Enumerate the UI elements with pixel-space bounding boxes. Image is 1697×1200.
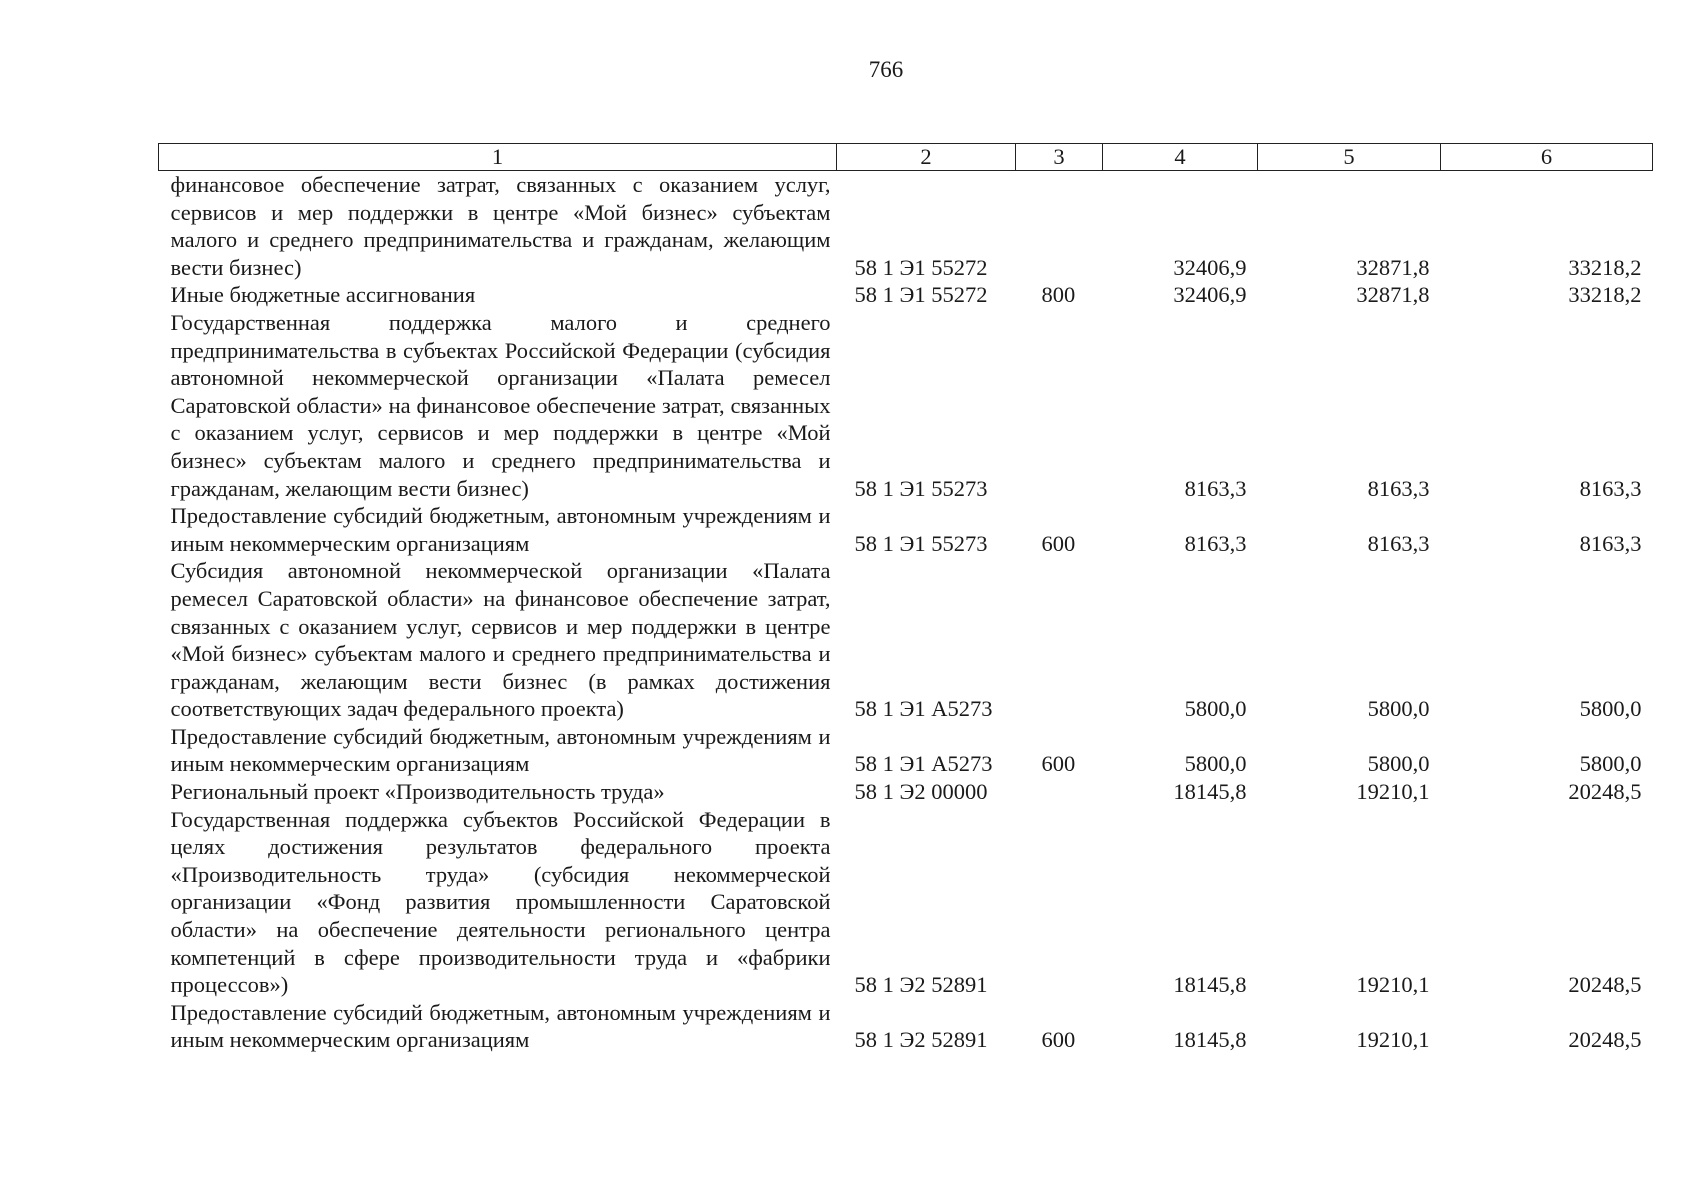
row-code-cell: 58 1 Э1 55273	[854, 475, 988, 501]
row-value-year1-cell: 8163,3	[1184, 530, 1247, 556]
row-value-year2-cell: 32871,8	[1356, 254, 1430, 280]
row-expense-type-cell: 800	[1041, 282, 1076, 308]
row-value-year3-cell: 8163,3	[1579, 475, 1642, 501]
column-header-2: 2	[837, 144, 1016, 171]
row-value-year1-cell: 32406,9	[1173, 282, 1247, 308]
table-row	[159, 309, 1653, 502]
table-row	[159, 778, 1653, 806]
row-name-cell: Предоставление субсидий бюджетным, автономным учреждениям и иным некоммерческим организациям	[170, 999, 831, 1053]
row-code-cell: 58 1 Э2 52891	[854, 972, 988, 998]
table-row	[159, 281, 1653, 309]
row-value-year2-cell: 5800,0	[1367, 696, 1430, 722]
row-name-cell: Государственная поддержка малого и среднего предпринимательства в субъектах Российской Федерации (субсидия автономной некоммерческой организации «Палата ремесел Саратовской области» на финансовое обеспечение затрат, связанных с оказанием услуг, сервисов и мер поддержки в центре «Мой бизнес» субъектам малого и среднего предпринимательства и гражданам, желающим вести бизнес)	[170, 309, 831, 501]
table-row	[159, 171, 1653, 282]
row-name-cell: Государственная поддержка субъектов Российской Федерации в целях достижения результатов федерального проекта «Производительность труда» (субсидия некоммерческой организации «Фонд развития промышленности Саратовской области» на обеспечение деятельности регионального центра компетенций в сфере производительности труда и «фабрики процессов»)	[170, 806, 831, 998]
row-value-year1-cell: 8163,3	[1184, 475, 1247, 501]
table-row	[159, 557, 1653, 723]
row-value-year3-cell: 8163,3	[1579, 530, 1642, 556]
row-value-year1-cell: 18145,8	[1173, 779, 1247, 805]
column-header-4: 4	[1103, 144, 1258, 171]
row-value-year3-cell: 33218,2	[1568, 282, 1642, 308]
row-code-cell: 58 1 Э1 55272	[854, 254, 988, 280]
row-expense-type-cell	[1016, 778, 1103, 806]
row-expense-type-cell: 600	[1041, 751, 1076, 777]
row-code-cell: 58 1 Э1 А5273	[854, 696, 993, 722]
row-value-year1-cell: 5800,0	[1184, 696, 1247, 722]
table-row	[159, 999, 1653, 1054]
table-row	[159, 723, 1653, 778]
row-name-cell: Иные бюджетные ассигнования	[170, 282, 476, 308]
column-header-3: 3	[1016, 144, 1103, 171]
row-expense-type-cell: 600	[1041, 530, 1076, 556]
table-row	[159, 502, 1653, 557]
row-name-cell: Региональный проект «Производительность труда»	[170, 779, 665, 805]
row-value-year2-cell: 19210,1	[1356, 779, 1430, 805]
row-code-cell: 58 1 Э2 52891	[854, 1027, 988, 1053]
row-name-cell: Предоставление субсидий бюджетным, автономным учреждениям и иным некоммерческим организациям	[170, 723, 831, 777]
row-value-year3-cell: 5800,0	[1579, 696, 1642, 722]
row-name-cell: Субсидия автономной некоммерческой организации «Палата ремесел Саратовской области» на финансовое обеспечение затрат, связанных с оказанием услуг, сервисов и мер поддержки в центре «Мой бизнес» субъектам малого и среднего предпринимательства и гражданам, желающим вести бизнес (в рамках достижения соответствующих задач федерального проекта)	[170, 558, 831, 722]
budget-table	[158, 143, 1653, 1054]
row-name-cell: Предоставление субсидий бюджетным, автономным учреждениям и иным некоммерческим организациям	[170, 503, 831, 556]
row-name-cell: финансовое обеспечение затрат, связанных с оказанием услуг, сервисов и мер поддержки в центре «Мой бизнес» субъектам малого и среднего предпринимательства и гражданам, желающим вести бизнес)	[170, 172, 831, 280]
column-header-row	[159, 144, 1653, 171]
row-code-cell: 58 1 Э1 55273	[854, 530, 988, 556]
row-value-year2-cell: 32871,8	[1356, 282, 1430, 308]
row-value-year1-cell: 32406,9	[1173, 254, 1247, 280]
row-code-cell: 58 1 Э2 00000	[854, 779, 988, 805]
row-value-year2-cell: 19210,1	[1356, 972, 1430, 998]
table-row	[159, 806, 1653, 999]
row-expense-type-cell: 600	[1041, 1027, 1076, 1053]
row-value-year2-cell: 8163,3	[1367, 530, 1430, 556]
table-body	[159, 171, 1653, 1055]
column-header-6: 6	[1441, 144, 1653, 171]
row-value-year2-cell: 5800,0	[1367, 751, 1430, 777]
row-expense-type-cell	[1016, 557, 1103, 723]
column-header-5: 5	[1258, 144, 1441, 171]
row-value-year2-cell: 19210,1	[1356, 1027, 1430, 1053]
row-value-year3-cell: 20248,5	[1568, 779, 1642, 805]
row-value-year3-cell: 20248,5	[1568, 972, 1642, 998]
row-value-year3-cell: 5800,0	[1579, 751, 1642, 777]
row-value-year2-cell: 8163,3	[1367, 475, 1430, 501]
row-code-cell: 58 1 Э1 55272	[854, 282, 988, 308]
row-expense-type-cell	[1016, 171, 1103, 282]
column-header-1: 1	[159, 144, 837, 171]
row-expense-type-cell	[1016, 309, 1103, 502]
row-value-year1-cell: 18145,8	[1173, 1027, 1247, 1053]
row-value-year3-cell: 33218,2	[1568, 254, 1642, 280]
page-number: 766	[868, 57, 904, 82]
row-value-year3-cell: 20248,5	[1568, 1027, 1642, 1053]
row-code-cell: 58 1 Э1 А5273	[854, 751, 993, 777]
row-value-year1-cell: 5800,0	[1184, 751, 1247, 777]
row-expense-type-cell	[1016, 806, 1103, 999]
row-value-year1-cell: 18145,8	[1173, 972, 1247, 998]
